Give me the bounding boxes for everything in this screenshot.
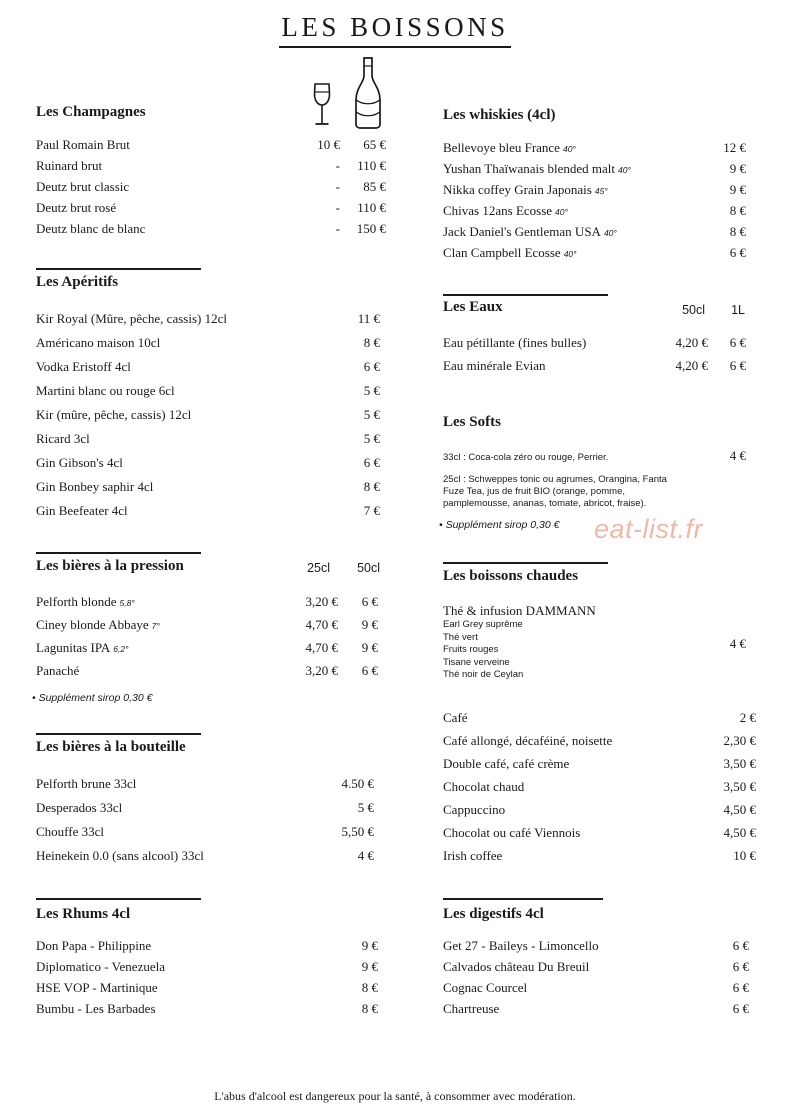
divider (36, 733, 201, 735)
divider (443, 562, 608, 564)
menu-item (36, 594, 380, 611)
item-price: 4,50 € (723, 802, 756, 817)
item-name: Deutz brut classic (36, 179, 130, 194)
bottle-price: 110 € (357, 200, 386, 215)
item-price: 8 € (361, 980, 378, 995)
price-50cl: 4,20 € (675, 335, 708, 350)
menu-item (36, 359, 380, 376)
item-name: Kir Royal (Mûre, pêche, cassis) 12cl (36, 311, 227, 326)
price-50cl: 4,20 € (675, 358, 708, 373)
eaux-col-1l: 1L (731, 303, 745, 317)
menu-item (36, 407, 380, 424)
page-title: LES BOISSONS (0, 12, 790, 48)
item-name: Ricard 3cl (36, 431, 90, 446)
price-50cl: 6 € (361, 663, 378, 678)
eaux-heading: Les Eaux (443, 299, 503, 315)
item-price: 6 € (729, 245, 746, 260)
item-name: Heinekein 0.0 (sans alcool) 33cl (36, 848, 204, 863)
item-name: Cappuccino (443, 802, 506, 817)
softs-25cl-text-3: pamplemousse, ananas, tomate, abricot, fraise). (443, 498, 647, 509)
menu-item (36, 311, 380, 328)
item-name: Deutz blanc de blanc (36, 221, 146, 236)
item-name: Desperados 33cl (36, 800, 123, 815)
item-name: Eau pétillante (fines bulles) (443, 335, 587, 350)
item-name: Get 27 - Baileys - Limoncello (443, 938, 599, 953)
menu-item (443, 1001, 749, 1018)
menu-item (443, 756, 756, 773)
digestifs-heading: Les digestifs 4cl (443, 906, 544, 922)
item-name: Clan Campbell Ecosse 40° (443, 245, 577, 260)
item-degree: 40° (555, 207, 568, 217)
item-name: Gin Bonbey saphir 4cl (36, 479, 154, 494)
softs-25cl-text-1: 25cl : Schweppes tonic ou agrumes, Orangina, Fanta (443, 474, 667, 485)
item-name: Nikka coffey Grain Japonais 45° (443, 182, 608, 197)
softs-heading: Les Softs (443, 414, 501, 430)
item-name: Café (443, 710, 468, 725)
menu-item (36, 503, 380, 520)
wine-glass-icon (311, 82, 333, 128)
pression-syrup-note: • Supplément sirop 0,30 € (32, 692, 153, 704)
item-name: Bellevoye bleu France 40° (443, 140, 576, 155)
glass-price: - (335, 179, 340, 194)
menu-item (443, 980, 749, 997)
whiskies-heading: Les whiskies (4cl) (443, 107, 556, 123)
menu-item (36, 640, 380, 657)
pression-heading: Les bières à la pression (36, 558, 184, 574)
menu-item (443, 140, 746, 157)
bouteille-heading: Les bières à la bouteille (36, 739, 186, 755)
divider (36, 552, 201, 554)
item-name: Chartreuse (443, 1001, 500, 1016)
divider (443, 898, 603, 900)
item-degree: 40° (562, 144, 576, 154)
item-price: 6 € (732, 959, 749, 974)
champagnes-heading: Les Champagnes (36, 104, 146, 120)
menu-item (36, 179, 388, 196)
item-name: Kir (mûre, pêche, cassis) 12cl (36, 407, 192, 422)
bottle-price: 65 € (363, 137, 386, 152)
item-degree: 40° (603, 228, 617, 238)
menu-item (36, 200, 388, 217)
item-name: Cognac Courcel (443, 980, 528, 995)
item-price: 5 € (363, 383, 380, 398)
menu-item (36, 479, 380, 496)
item-price: 4 € (357, 848, 374, 863)
menu-item (443, 335, 746, 352)
softs-25cl-text-2: Fuze Tea, jus de fruit BIO (orange, pomme, (443, 486, 625, 497)
item-price: 4,50 € (723, 825, 756, 840)
item-price: 4.50 € (341, 776, 374, 791)
the-infusion-title: Thé & infusion DAMMANN (443, 603, 596, 618)
bottle-price: 110 € (357, 158, 386, 173)
item-price: 6 € (363, 455, 380, 470)
item-price: 3,50 € (723, 779, 756, 794)
price-25cl: 4,70 € (305, 640, 338, 655)
glass-price: 10 € (317, 137, 340, 152)
price-25cl: 3,20 € (305, 594, 338, 609)
menu-item (36, 663, 380, 680)
item-name: Pelforth brune 33cl (36, 776, 137, 791)
champagne-bottle-icon (354, 56, 382, 130)
menu-item (36, 455, 380, 472)
menu-item (36, 800, 376, 817)
menu-item (443, 224, 746, 241)
item-name: Gin Gibson's 4cl (36, 455, 123, 470)
item-degree: 40° (617, 165, 631, 175)
the-infusion-price: 4 € (729, 636, 746, 651)
item-name: Deutz brut rosé (36, 200, 117, 215)
item-price: 5 € (357, 800, 374, 815)
item-price: 8 € (361, 1001, 378, 1016)
item-price: 8 € (363, 335, 380, 350)
menu-item (443, 182, 746, 199)
menu-item (36, 221, 388, 238)
item-price: 9 € (361, 959, 378, 974)
price-50cl: 9 € (361, 640, 378, 655)
item-price: 8 € (363, 479, 380, 494)
item-price: 7 € (363, 503, 380, 518)
price-50cl: 6 € (361, 594, 378, 609)
item-price: 6 € (732, 980, 749, 995)
menu-item (443, 203, 746, 220)
item-name: Ciney blonde Abbaye 7° (36, 617, 160, 632)
item-name: Chocolat chaud (443, 779, 525, 794)
watermark: eat-list.fr (594, 514, 704, 544)
menu-item (443, 959, 749, 976)
price-1l: 6 € (729, 335, 746, 350)
item-degree: 5,8° (119, 598, 135, 608)
item-price: 9 € (729, 182, 746, 197)
the-variety: Thé vert (443, 631, 478, 643)
item-name: Double café, café crème (443, 756, 570, 771)
item-name: Irish coffee (443, 848, 503, 863)
price-50cl: 9 € (361, 617, 378, 632)
item-price: 9 € (361, 938, 378, 953)
menu-item (443, 733, 756, 750)
divider (443, 294, 608, 296)
menu-item (36, 959, 380, 976)
item-price: 8 € (729, 224, 746, 239)
chaudes-heading: Les boissons chaudes (443, 568, 579, 584)
item-price: 11 € (357, 311, 380, 326)
item-degree: 45° (594, 186, 608, 196)
item-price: 3,50 € (723, 756, 756, 771)
menu-item (36, 431, 380, 448)
menu-item (36, 848, 376, 865)
menu-item (36, 137, 388, 154)
item-name: Eau minérale Evian (443, 358, 546, 373)
menu-item (36, 383, 380, 400)
pression-col-50cl: 50cl (357, 561, 380, 575)
item-price: 5 € (363, 407, 380, 422)
item-price: 10 € (733, 848, 756, 863)
menu-item (443, 779, 756, 796)
item-price: 6 € (363, 359, 380, 374)
menu-item (36, 938, 380, 955)
the-variety: Tisane verveine (443, 656, 510, 668)
menu-item (443, 710, 756, 727)
menu-item (36, 617, 380, 634)
price-25cl: 3,20 € (305, 663, 338, 678)
price-25cl: 4,70 € (305, 617, 338, 632)
menu-item (36, 1001, 380, 1018)
item-name: Chouffe 33cl (36, 824, 104, 839)
bottle-price: 85 € (363, 179, 386, 194)
item-price: 6 € (732, 1001, 749, 1016)
footer-disclaimer: L'abus d'alcool est dangereux pour la santé, à consommer avec modération. (214, 1089, 576, 1103)
rhums-heading: Les Rhums 4cl (36, 906, 131, 922)
item-name: Lagunitas IPA 6,2° (36, 640, 129, 655)
menu-item (443, 161, 746, 178)
glass-price: - (335, 158, 340, 173)
item-price: 8 € (729, 203, 746, 218)
softs-price: 4 € (729, 448, 746, 463)
item-name: Don Papa - Philippine (36, 938, 152, 953)
item-name: Pelforth blonde 5,8° (36, 594, 135, 609)
item-name: HSE VOP - Martinique (36, 980, 158, 995)
item-price: 9 € (729, 161, 746, 176)
glass-price: - (335, 221, 340, 236)
menu-item (36, 776, 376, 793)
aperitifs-heading: Les Apéritifs (36, 274, 119, 290)
item-name: Gin Beefeater 4cl (36, 503, 128, 518)
menu-item (443, 825, 756, 842)
item-name: Diplomatico - Venezuela (36, 959, 165, 974)
item-name: Américano maison 10cl (36, 335, 161, 350)
item-price: 5,50 € (341, 824, 374, 839)
softs-33cl-text: 33cl : Coca-cola zéro ou rouge, Perrier. (443, 452, 609, 463)
bottle-price: 150 € (356, 221, 386, 236)
the-variety: Thé noir de Ceylan (443, 669, 524, 681)
divider (36, 268, 201, 270)
menu-item (36, 824, 376, 841)
divider (36, 898, 201, 900)
item-degree: 7° (151, 621, 160, 631)
menu-item (36, 335, 380, 352)
item-price: 2 € (739, 710, 756, 725)
item-name: Calvados château Du Breuil (443, 959, 590, 974)
item-name: Café allongé, décaféiné, noisette (443, 733, 613, 748)
menu-item (36, 980, 380, 997)
item-name: Panaché (36, 663, 80, 678)
menu-item (443, 245, 746, 262)
menu-item (443, 358, 746, 375)
item-price: 5 € (363, 431, 380, 446)
menu-item (443, 938, 749, 955)
item-name: Chocolat ou café Viennois (443, 825, 581, 840)
item-name: Jack Daniel's Gentleman USA 40° (443, 224, 617, 239)
menu-item (443, 848, 756, 865)
item-price: 12 € (723, 140, 746, 155)
eaux-col-50cl: 50cl (682, 303, 705, 317)
menu-item (36, 158, 388, 175)
item-name: Bumbu - Les Barbades (36, 1001, 156, 1016)
the-variety: Earl Grey suprême (443, 619, 523, 630)
item-name: Yushan Thaïwanais blended malt 40° (443, 161, 631, 176)
item-name: Ruinard brut (36, 158, 103, 173)
price-1l: 6 € (729, 358, 746, 373)
item-name: Vodka Eristoff 4cl (36, 359, 131, 374)
item-price: 2,30 € (723, 733, 756, 748)
item-name: Paul Romain Brut (36, 137, 130, 152)
softs-syrup-note: • Supplément sirop 0,30 € (439, 519, 560, 531)
item-degree: 40° (563, 249, 577, 259)
item-name: Martini blanc ou rouge 6cl (36, 383, 175, 398)
the-variety: Fruits rouges (443, 644, 499, 656)
item-price: 6 € (732, 938, 749, 953)
glass-price: - (335, 200, 340, 215)
item-name: Chivas 12ans Ecosse 40° (443, 203, 568, 218)
pression-col-25cl: 25cl (307, 561, 330, 575)
item-degree: 6,2° (113, 644, 129, 654)
menu-item (443, 802, 756, 819)
